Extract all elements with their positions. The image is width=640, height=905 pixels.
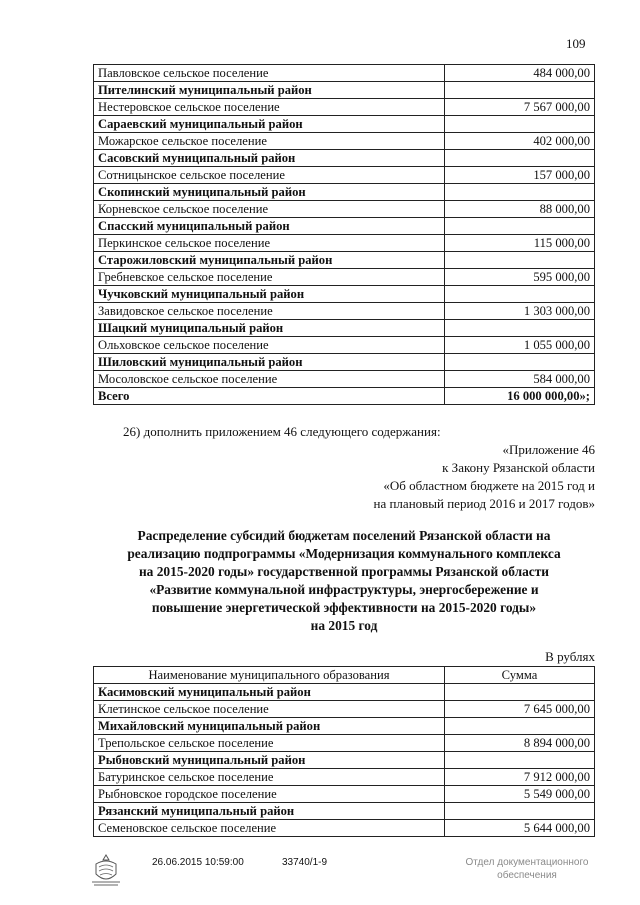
appendix-line: «Приложение 46 [502,442,595,457]
table-row [94,337,595,354]
region-name: Чучковский муниципальный район [94,286,445,303]
settlement-name: Гребневское сельское поселение [94,269,445,286]
table-row [94,820,595,837]
heading-line: «Развитие коммунальной инфраструктуры, энергосбережение и [149,582,539,597]
amount-cell: 7 567 000,00 [445,99,595,116]
amount-cell [445,184,595,201]
amount-cell: 157 000,00 [445,167,595,184]
region-row [94,116,595,133]
settlement-name: Корневское сельское поселение [94,201,445,218]
region-name: Шацкий муниципальный район [94,320,445,337]
table-row [94,235,595,252]
amount-cell: 402 000,00 [445,133,595,150]
region-row [94,252,595,269]
appendix-line: на плановый период 2016 и 2017 годов» [373,496,595,511]
amount-cell: 7 645 000,00 [445,701,595,718]
region-row [94,218,595,235]
amount-cell [445,82,595,99]
footer-department-stamp [452,856,602,882]
region-name: Спасский муниципальный район [94,218,445,235]
total-amount: 16 000 000,00»; [445,388,595,405]
total-label: Всего [94,388,445,405]
region-row [94,752,595,769]
settlement-name: Батуринское сельское поселение [94,769,445,786]
amount-cell [445,684,595,701]
footer-code: 33740/1-9 [282,857,328,868]
subsidy-table-continued [93,64,595,405]
page-number: 109 [566,36,586,51]
region-row [94,184,595,201]
settlement-name: Клетинское сельское поселение [94,701,445,718]
amount-cell [445,803,595,820]
region-name: Касимовский муниципальный район [94,684,445,701]
region-row [94,354,595,371]
amount-cell [445,116,595,133]
settlement-name: Трепольское сельское поселение [94,735,445,752]
appendix-reference [374,441,596,513]
region-row [94,286,595,303]
region-row [94,82,595,99]
amount-cell [445,252,595,269]
table-row [94,201,595,218]
region-row [94,718,595,735]
heading-line: реализацию подпрограммы «Модернизация коммунального комплекса [127,546,561,561]
heading-line: повышение энергетической эффективности на 2015-2020 годы» [151,600,537,615]
amount-cell: 115 000,00 [445,235,595,252]
amount-cell [445,320,595,337]
table-header-row [94,667,595,684]
table-row [94,269,595,286]
amount-cell: 584 000,00 [445,371,595,388]
amount-cell [445,218,595,235]
region-name: Рязанский муниципальный район [94,803,445,820]
amount-cell: 88 000,00 [445,201,595,218]
table-row [94,769,595,786]
subsidy-distribution-table [93,666,595,837]
region-name: Шиловский муниципальный район [94,354,445,371]
amount-cell: 7 912 000,00 [445,769,595,786]
region-row [94,684,595,701]
table-row [94,133,595,150]
table-row [94,371,595,388]
region-row [94,320,595,337]
stamp-line: обеспечения [497,870,557,881]
total-row [94,388,595,405]
settlement-name: Павловское сельское поселение [94,65,445,82]
units-label: В рублях [545,649,595,664]
amount-cell [445,752,595,769]
amount-cell [445,150,595,167]
region-name: Пителинский муниципальный район [94,82,445,99]
region-row [94,803,595,820]
heading-line: на 2015-2020 годы» государственной программы Рязанской области [138,564,550,579]
region-name: Старожиловский муниципальный район [94,252,445,269]
amount-cell: 1 055 000,00 [445,337,595,354]
settlement-name: Завидовское сельское поселение [94,303,445,320]
region-name: Скопинский муниципальный район [94,184,445,201]
table-row [94,99,595,116]
table-row [94,65,595,82]
table-row [94,167,595,184]
amount-cell: 5 549 000,00 [445,786,595,803]
region-name: Сараевский муниципальный район [94,116,445,133]
table-row [94,701,595,718]
table-row [94,303,595,320]
column-header-name: Наименование муниципального образования [94,667,445,684]
coat-of-arms-emblem [88,852,124,888]
amount-cell: 5 644 000,00 [445,820,595,837]
region-name: Сасовский муниципальный район [94,150,445,167]
appendix-line: к Закону Рязанской области [442,460,595,475]
document-heading [93,527,595,635]
table-row [94,786,595,803]
settlement-name: Семеновское сельское поселение [94,820,445,837]
amount-cell: 8 894 000,00 [445,735,595,752]
settlement-name: Мосоловское сельское поселение [94,371,445,388]
amount-cell: 1 303 000,00 [445,303,595,320]
settlement-name: Нестеровское сельское поселение [94,99,445,116]
amendment-line: 26) дополнить приложением 46 следующего содержания: [123,424,441,439]
amount-cell [445,354,595,371]
region-name: Рыбновский муниципальный район [94,752,445,769]
column-header-sum: Сумма [445,667,595,684]
amount-cell [445,286,595,303]
stamp-line: Отдел документационного [465,857,589,868]
settlement-name: Можарское сельское поселение [94,133,445,150]
settlement-name: Рыбновское городское поселение [94,786,445,803]
amount-cell: 595 000,00 [445,269,595,286]
appendix-line: «Об областном бюджете на 2015 год и [383,478,595,493]
settlement-name: Перкинское сельское поселение [94,235,445,252]
heading-line: на 2015 год [310,618,378,633]
heading-line: Распределение субсидий бюджетам поселений Рязанской области на [137,528,551,543]
footer-datetime: 26.06.2015 10:59:00 [152,857,244,868]
region-name: Михайловский муниципальный район [94,718,445,735]
settlement-name: Сотницынское сельское поселение [94,167,445,184]
region-row [94,150,595,167]
settlement-name: Ольховское сельское поселение [94,337,445,354]
amount-cell [445,718,595,735]
table-row [94,735,595,752]
amount-cell: 484 000,00 [445,65,595,82]
